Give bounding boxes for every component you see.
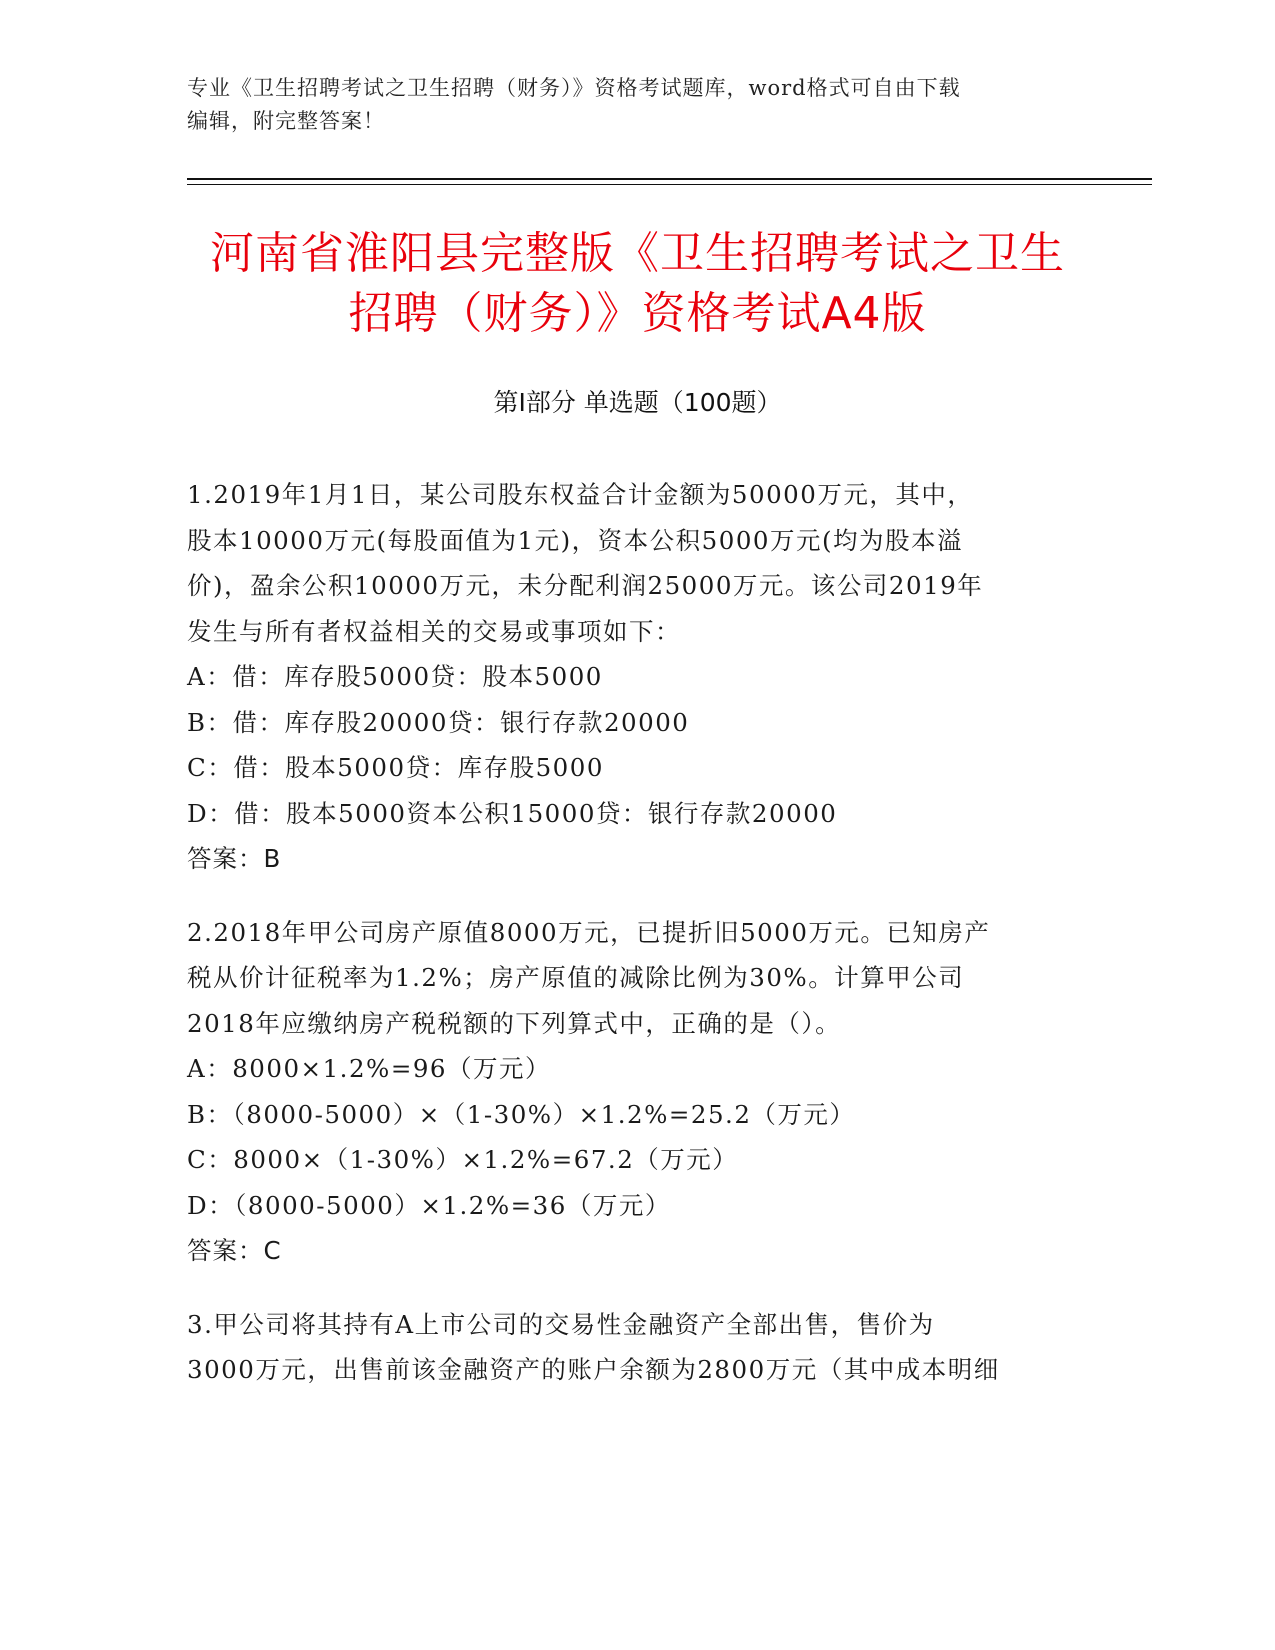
answer-label: 答案：C — [187, 1236, 282, 1265]
question-stem-line: 股本10000万元(每股面值为1元)，资本公积5000万元(均为股本溢 — [187, 525, 964, 555]
option-a: A：借：库存股5000贷：股本5000 — [187, 662, 603, 691]
document-title — [150, 224, 1125, 344]
option-a: A：8000×1.2%=96（万元） — [187, 1054, 552, 1083]
question-stem — [187, 1302, 1087, 1393]
question-3 — [187, 1302, 1087, 1393]
section-heading: 第Ⅰ部分 单选题（100题） — [493, 388, 782, 417]
question-list — [187, 472, 1087, 1421]
question-1 — [187, 472, 1087, 882]
option-d: D：（8000-5000）×1.2%=36（万元） — [187, 1190, 671, 1220]
header-note — [187, 72, 1087, 138]
answer-label: 答案：B — [187, 844, 282, 873]
question-stem — [187, 910, 1087, 1047]
question-stem-line: 3.甲公司将其持有A上市公司的交易性金融资产全部出售，售价为 — [187, 1309, 935, 1339]
option-d: D：借：股本5000资本公积15000贷：银行存款20000 — [187, 798, 838, 828]
question-stem-line: 价)，盈余公积10000万元，未分配利润25000万元。该公司2019年 — [187, 571, 984, 600]
option-b: B：借：库存股20000贷：银行存款20000 — [187, 707, 690, 737]
question-stem-line: 2018年应缴纳房产税税额的下列算式中，正确的是（）。 — [187, 1008, 842, 1038]
question-stem-line: 2.2018年甲公司房产原值8000万元，已提折旧5000万元。已知房产 — [187, 917, 991, 947]
question-stem — [187, 472, 1087, 654]
question-stem-line: 发生与所有者权益相关的交易或事项如下： — [187, 616, 681, 646]
option-c: C：8000×（1-30%）×1.2%=67.2（万元） — [187, 1145, 739, 1174]
header-rule-thick — [187, 178, 1152, 180]
option-c: C：借：股本5000贷：库存股5000 — [187, 753, 604, 782]
option-b: B：（8000-5000）×（1-30%）×1.2%=25.2（万元） — [187, 1099, 856, 1129]
document-title-line-1: 河南省淮阳县完整版《卫生招聘考试之卫生 — [210, 228, 1065, 279]
question-stem-line: 3000万元，出售前该金融资产的账户余额为2800万元（其中成本明细 — [187, 1355, 1000, 1384]
question-stem-line: 1.2019年1月1日，某公司股东权益合计金额为50000万元，其中， — [187, 480, 974, 509]
document-title-line-2: 招聘（财务）》资格考试A4版 — [348, 288, 927, 339]
header-note-line-1: 专业《卫生招聘考试之卫生招聘（财务）》资格考试题库，word格式可自由下载 — [187, 76, 961, 100]
header-rule-thin — [187, 184, 1152, 185]
question-stem-line: 税从价计征税率为1.2%；房产原值的减除比例为30%。计算甲公司 — [187, 963, 965, 992]
header-note-line-2: 编辑，附完整答案！ — [187, 109, 385, 133]
question-2 — [187, 910, 1087, 1274]
